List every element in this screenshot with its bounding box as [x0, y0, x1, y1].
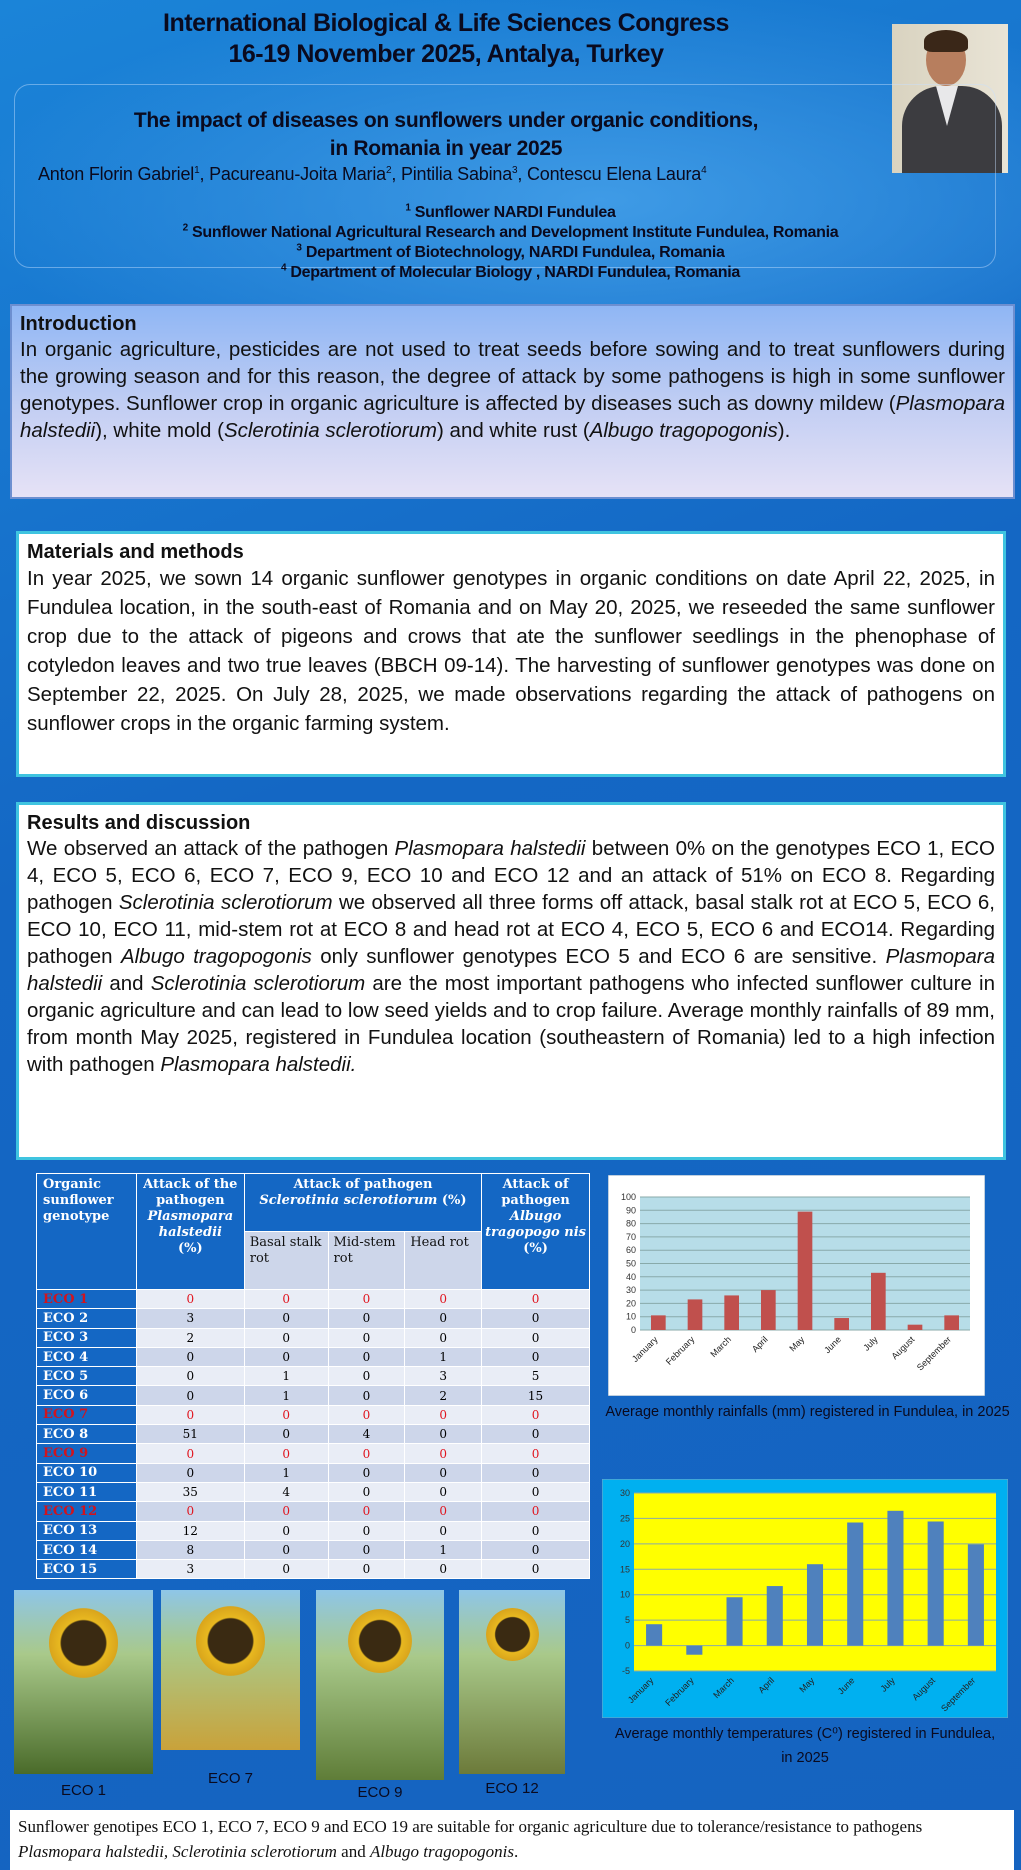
- table-row: [37, 1386, 590, 1405]
- x-tick-label: June: [835, 1675, 857, 1697]
- authors: Anton Florin Gabriel$^1$, Pacureanu-Joita Maria$^2$, Pintilia Sabina$^3$, Contescu Elena Laura$^4$: [38, 164, 707, 184]
- value-cell: 3: [136, 1560, 244, 1579]
- bar-june: [847, 1522, 863, 1645]
- rainfall-chart: [608, 1175, 985, 1396]
- affiliation: $^3$ Department of Biotechnology, NARDI Fundulea, Romania: [296, 242, 725, 261]
- value-cell: 0: [405, 1309, 482, 1328]
- bar-march: [724, 1295, 739, 1330]
- value-cell: 0: [244, 1290, 328, 1309]
- photo-label: ECO 1: [60, 1782, 106, 1799]
- sunflower-photo: [14, 1590, 153, 1774]
- x-tick-label: August: [910, 1675, 938, 1703]
- y-tick-label: 40: [625, 1271, 636, 1282]
- x-tick-label: April: [749, 1334, 770, 1355]
- value-cell: 0: [482, 1540, 590, 1559]
- table-row: [37, 1463, 590, 1482]
- value-cell: 0: [136, 1367, 244, 1386]
- value-cell: 0: [244, 1405, 328, 1424]
- section-heading: Introduction: [20, 313, 137, 335]
- bar-may: [798, 1212, 813, 1330]
- value-cell: 0: [405, 1463, 482, 1482]
- y-tick-label: -5: [621, 1666, 630, 1676]
- value-cell: 0: [405, 1425, 482, 1444]
- table-row: [37, 1521, 590, 1540]
- affiliations: [0, 203, 1021, 283]
- conclusion-footer: Sunflower genotipes ECO 1, ECO 7, ECO 9 and ECO 19 are suitable for organic agriculture due to tolerance/resistance to pathogens Plasmopara halstedii, Sclerotinia sclerotiorum and Albugo tragopogonis.: [10, 1810, 1014, 1870]
- value-cell: 15: [482, 1386, 590, 1405]
- value-cell: 1: [244, 1386, 328, 1405]
- value-cell: 1: [244, 1463, 328, 1482]
- introduction-section: [10, 304, 1015, 499]
- value-cell: 0: [244, 1309, 328, 1328]
- value-cell: 0: [328, 1502, 405, 1521]
- value-cell: 0: [328, 1540, 405, 1559]
- value-cell: 4: [328, 1425, 405, 1444]
- photo-label: ECO 9: [357, 1784, 403, 1801]
- value-cell: 0: [244, 1347, 328, 1366]
- sunflower-photo: [459, 1590, 565, 1774]
- value-cell: 0: [328, 1405, 405, 1424]
- section-heading: Results and discussion: [27, 812, 251, 834]
- value-cell: 0: [136, 1463, 244, 1482]
- value-cell: 0: [482, 1425, 590, 1444]
- header-albugo: Attack of pathogen Albugo tragopogo nis (%): [482, 1174, 590, 1290]
- genotype-cell: ECO 5: [37, 1367, 137, 1386]
- conference-dates: 16-19 November 2025, Antalya, Turkey: [228, 40, 664, 68]
- y-tick-label: 90: [625, 1205, 636, 1216]
- value-cell: 0: [328, 1560, 405, 1579]
- y-tick-label: 100: [620, 1192, 636, 1202]
- genotype-cell: ECO 13: [37, 1521, 137, 1540]
- y-tick-label: 15: [619, 1564, 630, 1575]
- paper-title: [0, 107, 892, 163]
- value-cell: 3: [405, 1367, 482, 1386]
- temperature-chart: [602, 1479, 1008, 1718]
- x-tick-label: May: [787, 1334, 807, 1354]
- table-row: [37, 1328, 590, 1347]
- x-tick-label: January: [625, 1675, 656, 1706]
- value-cell: 0: [405, 1328, 482, 1347]
- value-cell: 0: [482, 1444, 590, 1463]
- bar-may: [807, 1564, 823, 1645]
- value-cell: 1: [405, 1347, 482, 1366]
- value-cell: 3: [136, 1309, 244, 1328]
- y-tick-label: 80: [625, 1218, 636, 1229]
- x-tick-label: July: [861, 1334, 880, 1353]
- value-cell: 0: [244, 1425, 328, 1444]
- genotype-cell: ECO 10: [37, 1463, 137, 1482]
- value-cell: 0: [136, 1386, 244, 1405]
- bar-july: [887, 1511, 903, 1646]
- bar-august: [908, 1325, 923, 1330]
- results-section: [16, 802, 1006, 1160]
- table-row: [37, 1309, 590, 1328]
- x-tick-label: September: [914, 1334, 954, 1373]
- value-cell: 0: [244, 1521, 328, 1540]
- genotype-cell: ECO 8: [37, 1425, 137, 1444]
- y-tick-label: 70: [625, 1231, 636, 1242]
- value-cell: 0: [482, 1482, 590, 1501]
- value-cell: 35: [136, 1482, 244, 1501]
- author-sup: 2: [385, 165, 392, 176]
- y-tick-label: 5: [624, 1615, 630, 1626]
- author: Pintilia Sabina: [400, 164, 513, 184]
- author-sup: 3: [512, 165, 518, 176]
- table-row: [37, 1560, 590, 1579]
- author: Pacureanu-Joita Maria: [209, 164, 386, 184]
- author: Anton Florin Gabriel: [38, 164, 195, 184]
- value-cell: 0: [328, 1482, 405, 1501]
- value-cell: 0: [482, 1328, 590, 1347]
- value-cell: 0: [244, 1540, 328, 1559]
- value-cell: 0: [405, 1521, 482, 1540]
- header-head-rot: Head rot: [405, 1232, 482, 1290]
- value-cell: 8: [136, 1540, 244, 1559]
- author: Contescu Elena Laura: [527, 164, 702, 184]
- genotype-cell: ECO 9: [37, 1444, 137, 1463]
- header-basal-stalk-rot: Basal stalk rot: [244, 1232, 328, 1290]
- table-row: [37, 1290, 590, 1309]
- bar-march: [727, 1597, 743, 1645]
- value-cell: 0: [482, 1521, 590, 1540]
- header-sclerotinia: Attack of pathogen Sclerotinia sclerotiorum (%): [244, 1174, 481, 1232]
- value-cell: 0: [244, 1444, 328, 1463]
- y-tick-label: 60: [625, 1245, 636, 1256]
- value-cell: 0: [244, 1502, 328, 1521]
- bar-september: [944, 1315, 959, 1330]
- y-tick-label: 50: [625, 1258, 636, 1269]
- y-tick-label: 20: [625, 1298, 636, 1309]
- rainfall-caption: Average monthly rainfalls (mm) registered in Fundulea, in 2025: [605, 1404, 1010, 1420]
- y-tick-label: 10: [625, 1311, 636, 1322]
- value-cell: 0: [482, 1405, 590, 1424]
- genotype-cell: ECO 1: [37, 1290, 137, 1309]
- conference-title: [0, 8, 892, 70]
- value-cell: 2: [405, 1386, 482, 1405]
- value-cell: 0: [482, 1290, 590, 1309]
- bar-june: [834, 1318, 849, 1330]
- value-cell: 0: [482, 1347, 590, 1366]
- bar-august: [928, 1521, 944, 1645]
- x-tick-label: February: [663, 1334, 697, 1367]
- value-cell: 4: [244, 1482, 328, 1501]
- value-cell: 0: [328, 1290, 405, 1309]
- value-cell: 0: [405, 1482, 482, 1501]
- methods-section: [16, 531, 1006, 777]
- genotype-cell: ECO 6: [37, 1386, 137, 1405]
- x-tick-label: February: [663, 1675, 696, 1708]
- table-row: [37, 1425, 590, 1444]
- bar-april: [767, 1586, 783, 1646]
- y-tick-label: 20: [619, 1538, 630, 1549]
- value-cell: 0: [405, 1502, 482, 1521]
- value-cell: 0: [328, 1521, 405, 1540]
- header-mid-stem-rot: Mid-stem rot: [328, 1232, 405, 1290]
- x-tick-label: April: [756, 1675, 777, 1696]
- table-row: [37, 1482, 590, 1501]
- author-sup: 4: [701, 165, 707, 176]
- value-cell: 0: [482, 1309, 590, 1328]
- bar-september: [968, 1544, 984, 1645]
- genotype-cell: ECO 4: [37, 1347, 137, 1366]
- photo-label: ECO 7: [207, 1770, 253, 1787]
- genotype-cell: ECO 7: [37, 1405, 137, 1424]
- bar-april: [761, 1290, 776, 1330]
- value-cell: 0: [244, 1560, 328, 1579]
- value-cell: 0: [328, 1386, 405, 1405]
- y-tick-label: 0: [624, 1640, 630, 1651]
- bar-july: [871, 1273, 886, 1330]
- y-tick-label: 30: [619, 1488, 630, 1498]
- value-cell: 1: [405, 1540, 482, 1559]
- value-cell: 0: [328, 1367, 405, 1386]
- table-row: [37, 1540, 590, 1559]
- value-cell: 1: [244, 1367, 328, 1386]
- y-tick-label: 30: [625, 1285, 636, 1296]
- value-cell: 51: [136, 1425, 244, 1444]
- value-cell: 0: [136, 1502, 244, 1521]
- temperature-caption: Average monthly temperatures (C⁰) registered in Fundulea, in 2025: [614, 1726, 996, 1766]
- value-cell: 0: [244, 1328, 328, 1347]
- value-cell: 0: [328, 1444, 405, 1463]
- introduction-text: In organic agriculture, pesticides are not used to treat seeds before sowing and to treat sunflowers during the growing season and for this reason, the degree of attack by some pathogens is high in some sunflower genotypes. Sunflower crop in organic agriculture is affected by diseases such as downy mildew (Plasmopara halstedii), white mold (Sclerotinia sclerotiorum) and white rust (Albugo tragopogonis).: [20, 338, 1005, 442]
- sunflower-photo: [316, 1590, 444, 1780]
- value-cell: 0: [482, 1560, 590, 1579]
- value-cell: 0: [405, 1560, 482, 1579]
- table-row: [37, 1367, 590, 1386]
- header-plasmopara: Attack of the pathogen Plasmopara halstedii (%): [136, 1174, 244, 1290]
- value-cell: 0: [136, 1444, 244, 1463]
- y-tick-label: 25: [619, 1513, 630, 1524]
- value-cell: 0: [405, 1444, 482, 1463]
- x-tick-label: May: [797, 1675, 817, 1695]
- table-row: [37, 1347, 590, 1366]
- pathogen-attack-table: [36, 1173, 590, 1579]
- value-cell: 0: [328, 1309, 405, 1328]
- value-cell: 0: [328, 1463, 405, 1482]
- methods-text: In year 2025, we sown 14 organic sunflower genotypes in organic conditions on date April 22, 2025, in Fundulea location, in the south-east of Romania and on May 20, 2025, we reseeded the same sunflower crop due to the attack of pigeons and crows that ate the sunflower seedlings in the phenophase of cotyledon leaves and two true leaves (BBCH 09-14). The harvesting of sunflower genotypes was done on September 22, 2025. On July 28, 2025, we made observations regarding the attack of pathogens on sunflower crops in the organic farming system.: [27, 567, 995, 735]
- value-cell: 0: [482, 1463, 590, 1482]
- value-cell: 0: [136, 1290, 244, 1309]
- y-tick-label: 0: [630, 1325, 636, 1335]
- genotype-cell: ECO 11: [37, 1482, 137, 1501]
- x-tick-label: June: [822, 1334, 844, 1356]
- value-cell: 5: [482, 1367, 590, 1386]
- x-tick-label: September: [939, 1675, 978, 1714]
- y-tick-label: 10: [619, 1589, 630, 1600]
- genotype-cell: ECO 2: [37, 1309, 137, 1328]
- bar-january: [646, 1624, 662, 1645]
- header-genotype: Organic sunflower genotype: [37, 1174, 137, 1290]
- x-tick-label: March: [708, 1334, 734, 1360]
- value-cell: 0: [328, 1328, 405, 1347]
- table-row: [37, 1405, 590, 1424]
- value-cell: 0: [136, 1347, 244, 1366]
- value-cell: 0: [136, 1405, 244, 1424]
- value-cell: 12: [136, 1521, 244, 1540]
- bar-february: [688, 1299, 703, 1330]
- value-cell: 0: [328, 1347, 405, 1366]
- author-sup: 1: [194, 165, 200, 176]
- affiliation: $^4$ Department of Molecular Biology , NARDI Fundulea, Romania: [280, 262, 741, 281]
- title-line: in Romania in year 2025: [329, 137, 563, 160]
- table-row: [37, 1444, 590, 1463]
- results-text: We observed an attack of the pathogen Plasmopara halstedii between 0% on the genotypes ECO 1, ECO 4, ECO 5, ECO 6, ECO 7, ECO 9, ECO 10 and ECO 12 and an attack of 51% on ECO 8. Regarding pathogen Sclerotinia sclerotiorum we observed all three forms off attack, basal stalk rot at ECO 5, ECO 6, ECO 10, ECO 11, mid-stem rot at ECO 8 and head rot at ECO 4, ECO 5, ECO 6 and ECO14. Regarding pathogen Albugo tragopogonis only sunflower genotypes ECO 5 and ECO 6 are sensitive. Plasmopara halstedii and Sclerotinia sclerotiorum are the most important pathogens who infected sunflower culture in organic agriculture and can lead to low seed yields and to crop failure. Average monthly rainfalls of 89 mm, from month May 2025, registered in Fundulea location (southeastern of Romania) led to a high infection with pathogen Plasmopara halstedii.: [27, 837, 995, 1076]
- genotype-cell: ECO 15: [37, 1560, 137, 1579]
- x-tick-label: July: [878, 1675, 897, 1694]
- value-cell: 0: [405, 1405, 482, 1424]
- affiliation: $^2$ Sunflower National Agricultural Research and Development Institute Fundulea, Romania: [182, 222, 839, 241]
- x-tick-label: January: [630, 1334, 660, 1365]
- bar-january: [651, 1315, 666, 1330]
- conference-name: International Biological & Life Sciences Congress: [163, 9, 729, 37]
- section-heading: Materials and methods: [27, 541, 244, 563]
- affiliation: $^1$ Sunflower NARDI Fundulea: [405, 202, 616, 221]
- genotype-cell: ECO 3: [37, 1328, 137, 1347]
- x-tick-label: March: [711, 1675, 736, 1701]
- genotype-cell: ECO 12: [37, 1502, 137, 1521]
- sunflower-photo: [161, 1590, 300, 1750]
- value-cell: 0: [405, 1290, 482, 1309]
- x-tick-label: August: [889, 1334, 917, 1362]
- title-line: The impact of diseases on sunflowers under organic conditions,: [133, 109, 759, 132]
- value-cell: 0: [482, 1502, 590, 1521]
- table-row: [37, 1502, 590, 1521]
- genotype-cell: ECO 14: [37, 1540, 137, 1559]
- value-cell: 2: [136, 1328, 244, 1347]
- photo-label: ECO 12: [485, 1780, 539, 1797]
- bar-february: [686, 1646, 702, 1655]
